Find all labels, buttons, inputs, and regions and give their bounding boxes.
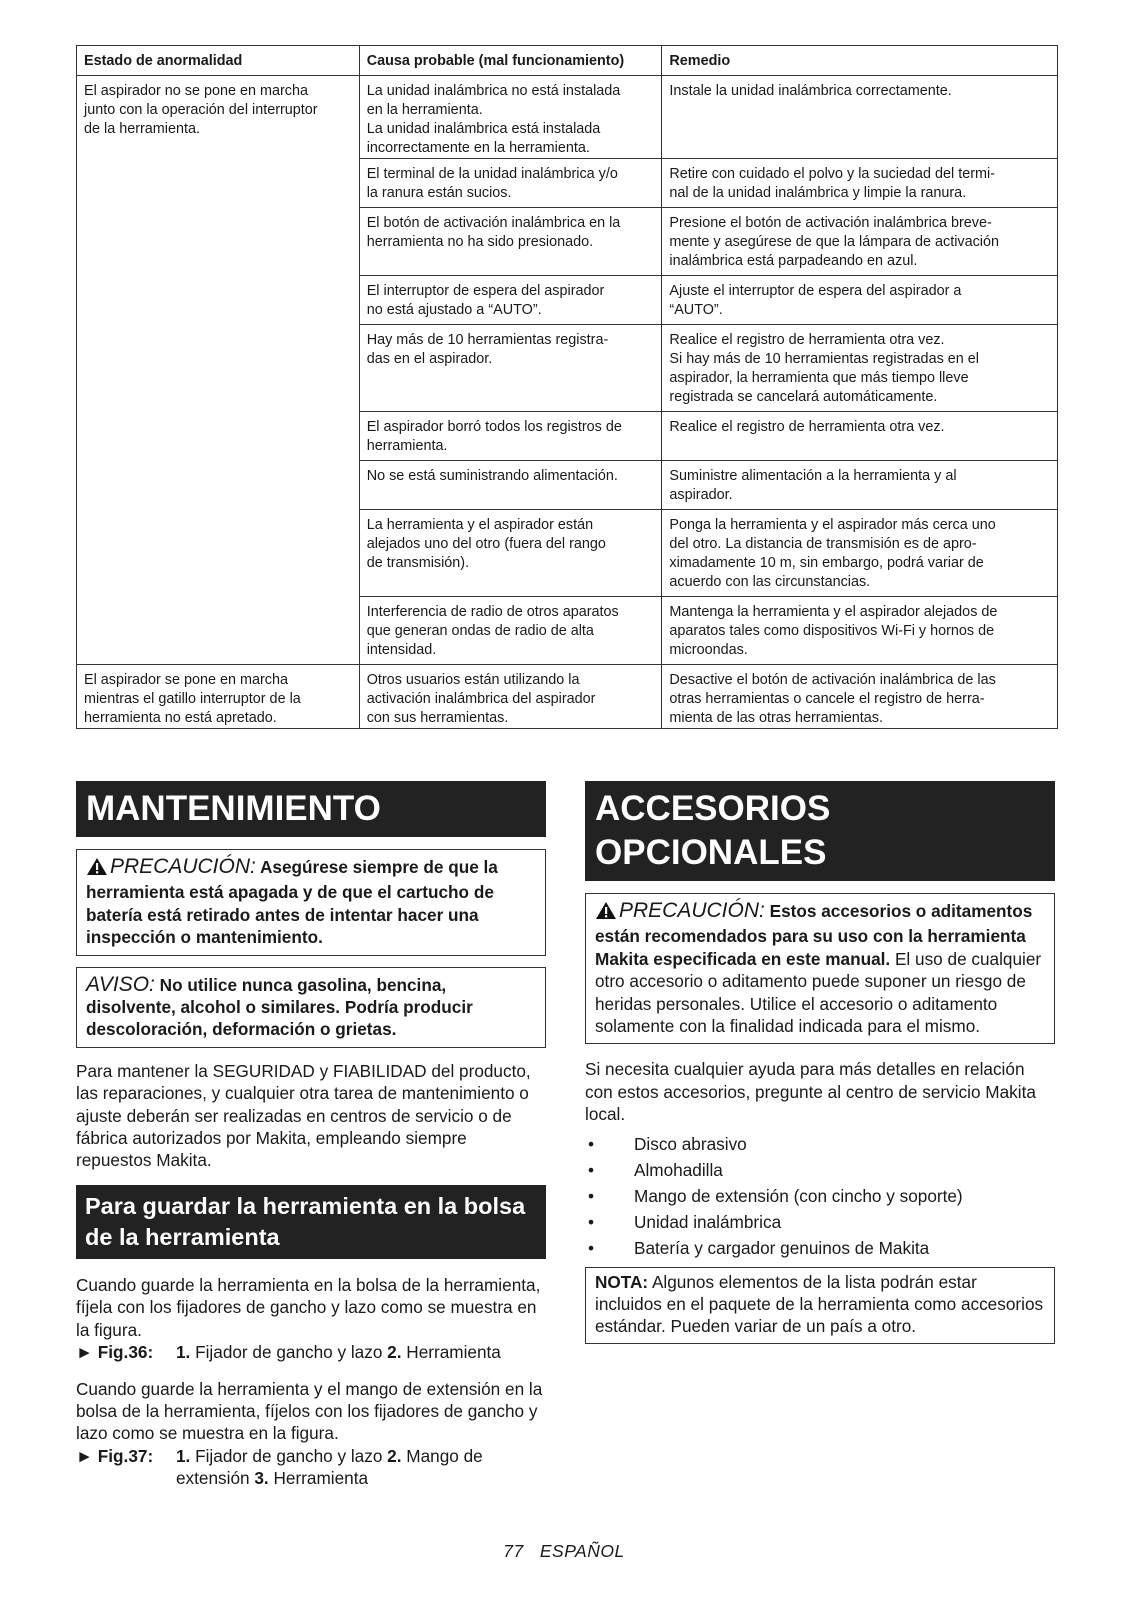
figure-37-label: ► Fig.37:: [76, 1445, 154, 1466]
page-number: 77: [503, 1541, 524, 1561]
cause-text: Otros usuarios están utilizando la activación inalámbrica del aspirador con sus herramientas.: [366, 672, 596, 726]
cause-cell: [359, 597, 662, 665]
caution-bold-text: Estos accesorios o aditamentos están recomendados para su uso con la herramienta Makita especificada en este manual.: [595, 901, 1033, 969]
caution-label: PRECAUCIÓN:: [619, 899, 765, 922]
page-footer: [0, 1541, 1128, 1562]
legend-text: Herramienta: [268, 1468, 369, 1489]
figure-37-caption: [76, 1445, 546, 1490]
state-cell: [77, 665, 360, 729]
note-box: [585, 1267, 1055, 1344]
accessories-intro: Si necesita cualquier ayuda para más detalles en relación con estos accesorios, pregunte al centro de servicio Makita local.: [585, 1059, 1036, 1125]
storage-paragraph-2: Cuando guarde la herramienta y el mango de extensión en la bolsa de la herramienta, fíjelos con los fijadores de gancho y lazo como se muestra en la figura.: [76, 1378, 543, 1444]
storage-paragraph-1: Cuando guarde la herramienta en la bolsa de la herramienta, fíjela con los fijadores de gancho y lazo como se muestra en la figura.: [76, 1274, 541, 1340]
cause-cell: [359, 208, 662, 276]
troubleshooting-table: [76, 45, 1058, 729]
legend-number: 2.: [387, 1342, 402, 1363]
heading-line: ACCESORIOS: [595, 789, 831, 828]
state-cell: [77, 76, 360, 665]
header-cause: Causa probable (mal funcionamiento): [359, 46, 662, 76]
legend-text: Fijador de gancho y lazo: [190, 1342, 388, 1363]
remedy-cell: [662, 597, 1058, 665]
cause-cell: [359, 276, 662, 325]
figure-36-caption: [76, 1341, 546, 1363]
notice-text: No utilice nunca gasolina, bencina, disolvente, alcohol o similares. Podría producir descoloración, deformación o grietas.: [86, 974, 473, 1040]
maintenance-notice-box: [76, 967, 546, 1048]
footer-language: ESPAÑOL: [539, 1541, 625, 1561]
legend-text: Mango de extensión: [176, 1445, 483, 1489]
accessories-list: [585, 1131, 1055, 1261]
cause-text: El interruptor de espera del aspirador no está ajustado a “AUTO”.: [366, 283, 605, 318]
caution-text: El uso de cualquier otro accesorio o aditamento puede suponer un riesgo de heridas personales. Utilice el accesorio o aditamento solamente con la finalidad indicada para el mismo.: [595, 948, 1042, 1037]
cause-text: La unidad inalámbrica no está instalada en la herramienta. La unidad inalámbrica está instalada incorrectamente en la herramienta.: [366, 83, 621, 156]
remedy-text: Mantenga la herramienta y el aspirador alejados de aparatos tales como dispositivos Wi-Fi y hornos de microondas.: [669, 604, 998, 658]
note-text: Algunos elementos de la lista podrán estar incluidos en el paquete de la herramienta como accesorios estándar. Pueden variar de un país a otro.: [595, 1271, 1044, 1337]
remedy-cell: [662, 461, 1058, 510]
warning-triangle-icon: [86, 857, 108, 881]
list-item: • Almohadilla: [588, 1159, 723, 1180]
legend-number: 1.: [176, 1342, 191, 1363]
remedy-text: Ajuste el interruptor de espera del aspirador a “AUTO”.: [669, 283, 962, 318]
remedy-cell: [662, 325, 1058, 412]
warning-triangle-icon: [595, 901, 617, 925]
remedy-text: Retire con cuidado el polvo y la suciedad del termi- nal de la unidad inalámbrica y limpie la ranura.: [669, 166, 995, 201]
maintenance-section: [76, 781, 546, 1490]
storage-heading: Para guardar la herramienta en la bolsa de la herramienta: [76, 1185, 546, 1259]
maintenance-heading: MANTENIMIENTO: [76, 781, 546, 837]
caution-label: PRECAUCIÓN:: [110, 855, 256, 878]
legend-number: 1.: [176, 1445, 191, 1466]
table-row: [77, 665, 1058, 729]
legend-text: Fijador de gancho y lazo: [190, 1445, 388, 1466]
cause-text: La herramienta y el aspirador están alejados uno del otro (fuera del rango de transmisión).: [366, 517, 606, 571]
table-row: [77, 76, 1058, 159]
remedy-text: Realice el registro de herramienta otra vez.: [669, 419, 945, 435]
remedy-cell: [662, 208, 1058, 276]
cause-cell: [359, 412, 662, 461]
list-item: • Mango de extensión (con cincho y soporte): [588, 1185, 963, 1206]
caution-text: Asegúrese siempre de que la herramienta está apagada y de que el cartucho de batería está retirado antes de intentar hacer una inspección o mantenimiento.: [86, 857, 498, 948]
remedy-cell: [662, 510, 1058, 597]
remedy-text: Ponga la herramienta y el aspirador más cerca uno del otro. La distancia de transmisión es de apro- ximadamente 10 m, sin embargo, podrá variar de acuerdo con las circunstancias.: [669, 517, 996, 590]
note-label: NOTA:: [595, 1271, 649, 1292]
remedy-cell: [662, 159, 1058, 208]
cause-cell: [359, 76, 662, 159]
cause-cell: [359, 510, 662, 597]
remedy-cell: [662, 412, 1058, 461]
accessories-heading: [585, 781, 1055, 881]
remedy-cell: [662, 665, 1058, 729]
cause-text: El botón de activación inalámbrica en la herramienta no ha sido presionado.: [366, 215, 621, 250]
cause-cell: [359, 325, 662, 412]
notice-label: AVISO:: [86, 972, 155, 996]
cause-cell: [359, 665, 662, 729]
remedy-text: Instale la unidad inalámbrica correctamente.: [669, 83, 952, 99]
cause-cell: [359, 159, 662, 208]
remedy-text: Desactive el botón de activación inalámbrica de las otras herramientas o cancele el registro de herra- mienta de las otras herramientas.: [669, 672, 996, 726]
cause-text: No se está suministrando alimentación.: [366, 468, 618, 484]
maintenance-body: Para mantener la SEGURIDAD y FIABILIDAD del producto, las reparaciones, y cualquier otra tarea de mantenimiento o ajuste deberán ser realizadas en centros de servicio o de fábrica autorizados por Makita, empleando siempre repuestos Makita.: [76, 1060, 531, 1171]
remedy-text: Suministre alimentación a la herramienta y al aspirador.: [669, 468, 957, 503]
list-item: • Disco abrasivo: [588, 1133, 747, 1154]
cause-text: Hay más de 10 herramientas registra- das en el aspirador.: [366, 332, 609, 367]
list-item: • Unidad inalámbrica: [588, 1211, 782, 1232]
table-header-row: [77, 46, 1058, 76]
legend-text: Herramienta: [401, 1342, 501, 1363]
remedy-cell: [662, 276, 1058, 325]
cause-text: El aspirador borró todos los registros de herramienta.: [366, 419, 622, 454]
figure-36-label: ► Fig.36:: [76, 1342, 154, 1363]
state-text: El aspirador no se pone en marcha junto con la operación del interruptor de la herramienta.: [84, 83, 318, 137]
legend-number: 2.: [387, 1445, 402, 1466]
state-text: El aspirador se pone en marcha mientras el gatillo interruptor de la herramienta no está apretado.: [84, 672, 301, 726]
list-item: • Batería y cargador genuinos de Makita: [588, 1237, 930, 1258]
legend-number: 3.: [254, 1468, 269, 1489]
heading-line: OPCIONALES: [595, 833, 827, 872]
remedy-cell: [662, 76, 1058, 159]
header-state: Estado de anormalidad: [77, 46, 360, 76]
maintenance-caution-box: [76, 849, 546, 956]
cause-text: Interferencia de radio de otros aparatos que generan ondas de radio de alta intensidad.: [366, 604, 619, 658]
cause-cell: [359, 461, 662, 510]
header-remedy: Remedio: [662, 46, 1058, 76]
remedy-text: Presione el botón de activación inalámbrica breve- mente y asegúrese de que la lámpara de activación inalámbrica está parpadeando en azul.: [669, 215, 999, 269]
remedy-text: Realice el registro de herramienta otra vez. Si hay más de 10 herramientas registradas en el aspirador, la herramienta que más tiempo lleve registrada se cancelará automáticamente.: [669, 332, 979, 405]
accessories-section: [585, 781, 1055, 1344]
accessories-caution-box: [585, 893, 1055, 1044]
cause-text: El terminal de la unidad inalámbrica y/o la ranura están sucios.: [366, 166, 618, 201]
